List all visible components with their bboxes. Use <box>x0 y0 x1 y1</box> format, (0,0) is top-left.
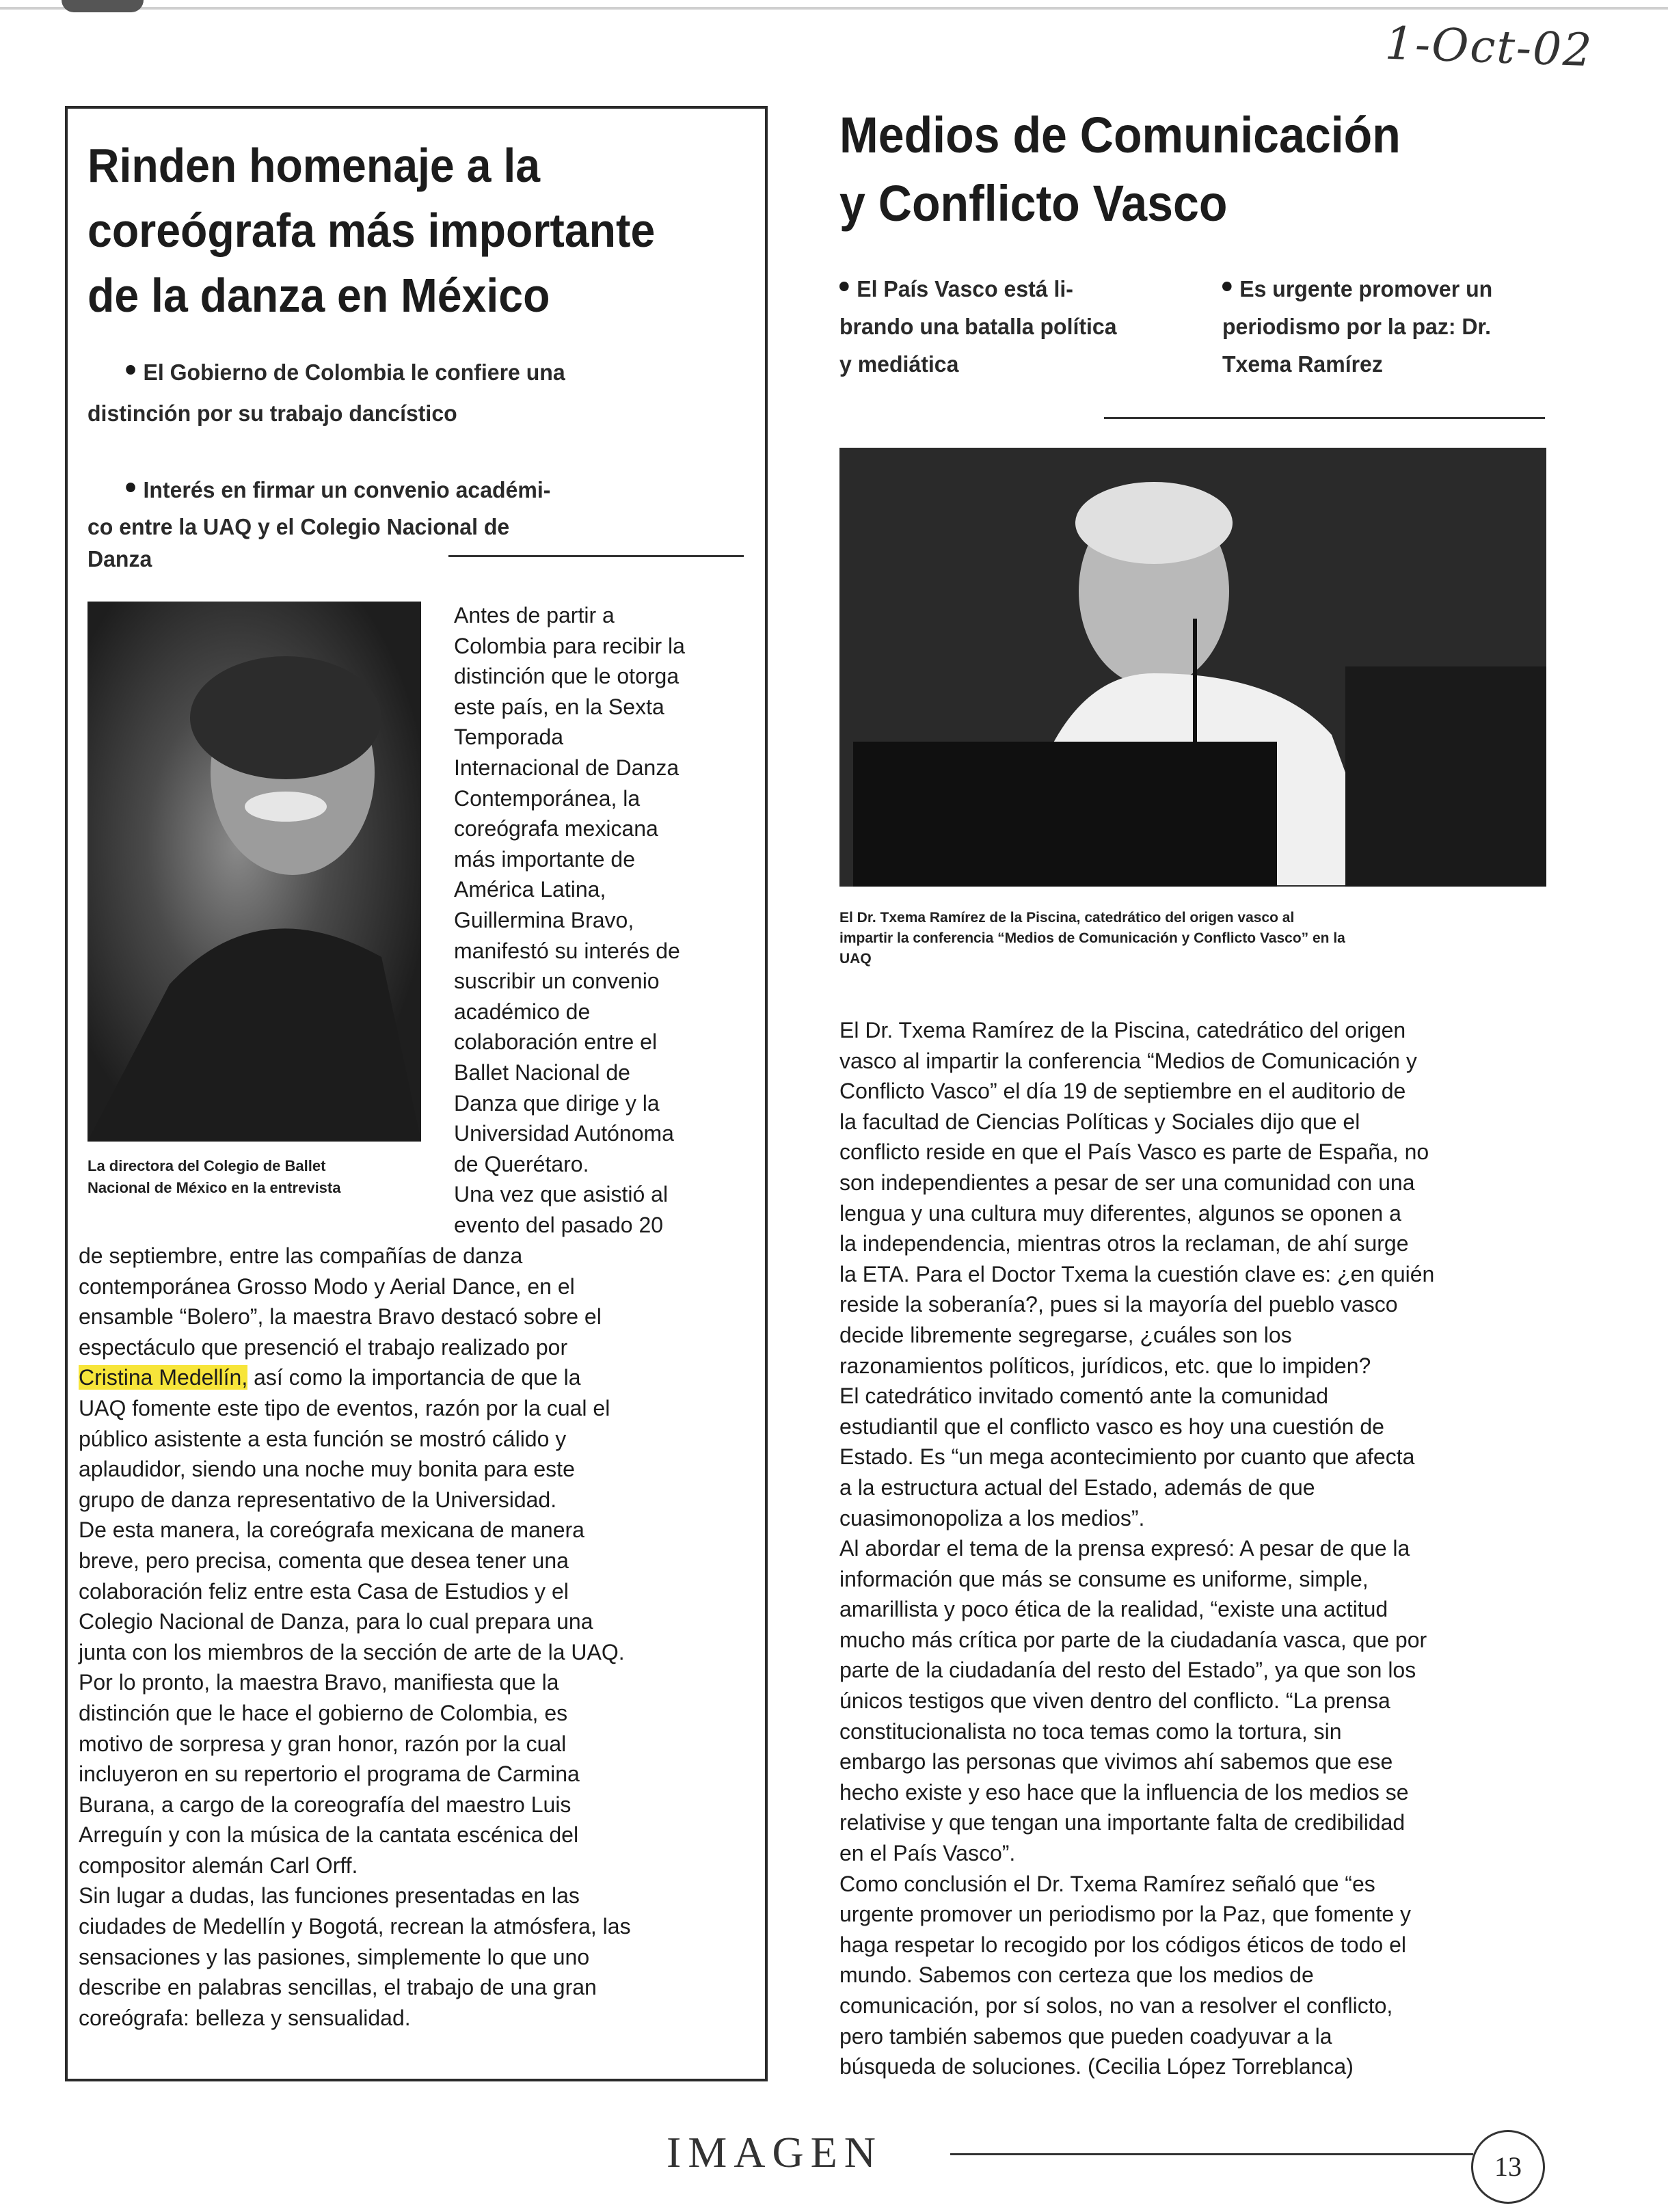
text-line: sensaciones y las pasiones, simplemente lo que uno <box>79 1944 590 1969</box>
title-line: de la danza en México <box>88 269 550 322</box>
text-line: suscribir un convenio <box>454 969 660 994</box>
text-line: decide libremente segregarse, ¿cuáles son los <box>839 1322 1292 1347</box>
text-line: Colombia para recibir la <box>454 633 685 658</box>
text-line: de Querétaro. <box>454 1151 589 1176</box>
text-line: Guillermina Bravo, <box>454 907 634 932</box>
text-line: Temporada <box>454 725 564 750</box>
text-line: en el País Vasco”. <box>839 1841 1016 1866</box>
text-line: compositor alemán Carl Orff. <box>79 1852 358 1878</box>
text-line: distinción que le hace el gobierno de Colombia, es <box>79 1700 568 1725</box>
text-line: coreógrafa: belleza y sensualidad. <box>79 2005 411 2030</box>
text-line: búsqueda de soluciones. (Cecilia López Torreblanca) <box>839 2054 1354 2079</box>
text-line: Por lo pronto, la maestra Bravo, manifiesta que la <box>79 1670 559 1695</box>
text-line: haga respetar lo recogido por los códigos éticos de todo el <box>839 1932 1406 1957</box>
text-line: Internacional de Danza <box>454 755 680 780</box>
imagen-logo: IMAGEN <box>667 2128 883 2176</box>
text-line: colaboración feliz entre esta Casa de Estudios y el <box>79 1578 569 1604</box>
text-line: mundo. Sabemos con certeza que los medios de <box>839 1963 1314 1988</box>
text-line: describe en palabras sencillas, el trabajo de una gran <box>79 1975 597 2000</box>
text-line: ciudades de Medellín y Bogotá, recrean la atmósfera, las <box>79 1914 631 1939</box>
text-line: Una vez que asistió al <box>454 1182 669 1207</box>
text-line: contemporánea Grosso Modo y Aerial Dance, en el <box>79 1273 575 1299</box>
text-line: distinción que le otorga <box>454 664 680 689</box>
title-line: Rinden homenaje a la <box>88 139 541 192</box>
right-body-column <box>839 1015 1557 2082</box>
text-line: de septiembre, entre las compañías de danza <box>79 1243 523 1268</box>
text-line: De esta manera, la coreógrafa mexicana de manera <box>79 1518 584 1543</box>
left-heading-rule <box>448 555 744 557</box>
text-line: parte de la ciudadanía del resto del Estado”, ya que son los <box>839 1658 1416 1683</box>
text-line: constitucionalista no toca temas como la tortura, sin <box>839 1718 1342 1744</box>
text-line: Al abordar el tema de la prensa expresó: A pesar de que la <box>839 1536 1410 1561</box>
right-bullet-b: Es urgente promover un periodismo por la paz: Dr. Txema Ramírez <box>1222 276 1493 377</box>
text-line: comunicación, por sí solos, no van a resolver el conflicto, <box>839 1993 1393 2018</box>
page-number: 13 <box>1471 2130 1545 2204</box>
bullet-dot-icon <box>126 483 135 492</box>
text-line: la independencia, mientras otros la reclaman, de ahí surge <box>839 1231 1409 1256</box>
text-line: Contemporánea, la <box>454 785 641 811</box>
text-line: información que más se consume es uniforme, simple, <box>839 1566 1369 1591</box>
left-photo-caption: La directora del Colegio de Ballet Nacional de México en la entrevista <box>88 1157 341 1196</box>
text-line: estudiantil que el conflicto vasco es hoy una cuestión de <box>839 1414 1384 1439</box>
text-line: conflicto reside en que el País Vasco es parte de España, no <box>839 1139 1429 1165</box>
text-line: grupo de danza representativo de la Universidad. <box>79 1487 557 1512</box>
text-line: reside la soberanía?, pues si la mayoría del pueblo vasco <box>839 1292 1398 1317</box>
right-article-title <box>839 101 1591 238</box>
left-side-column <box>454 600 755 1240</box>
text-line: manifestó su interés de <box>454 938 680 963</box>
text-line: más importante de <box>454 846 636 872</box>
text-line: Danza que dirige y la <box>454 1090 660 1116</box>
text-line: lengua y una cultura muy diferentes, algunos se oponen a <box>839 1200 1401 1226</box>
right-bullet-a: El País Vasco está li- brando una batalla política y mediática <box>839 276 1117 377</box>
highlighted-name: Cristina Medellín, <box>79 1365 248 1390</box>
text-line: mucho más crítica por parte de la ciudadanía vasca, que por <box>839 1627 1427 1652</box>
speaker-photo <box>839 448 1546 887</box>
text-line: Como conclusión el Dr. Txema Ramírez señaló que “es <box>839 1871 1375 1896</box>
text-line: la facultad de Ciencias Políticas y Sociales dijo que el <box>839 1109 1360 1134</box>
text-line: embargo las personas que vivimos ahí sabemos que ese <box>839 1749 1393 1775</box>
text-line: cuasimonopoliza a los medios”. <box>839 1505 1145 1530</box>
dancer-portrait-photo <box>88 602 421 1142</box>
top-scan-line <box>0 7 1668 10</box>
text-line: Ballet Nacional de <box>454 1060 630 1085</box>
text-line: urgente promover un periodismo por la Paz, que fomente y <box>839 1902 1412 1927</box>
text-line: razonamientos políticos, jurídicos, etc. que lo impiden? <box>839 1353 1371 1378</box>
text-line: Sin lugar a dudas, las funciones presentadas en las <box>79 1883 580 1908</box>
title-line: y Conflicto Vasco <box>839 175 1228 232</box>
text-line: América Latina, <box>454 877 606 902</box>
text-line: motivo de sorpresa y gran honor, razón por la cual <box>79 1731 567 1756</box>
bullet-dot-icon <box>839 282 849 291</box>
left-article-title <box>88 133 757 328</box>
text-line: aplaudidor, siendo una noche muy bonita para este <box>79 1457 575 1482</box>
right-photo-caption: El Dr. Txema Ramírez de la Piscina, catedrático del origen vasco al impartir la conferencia “Medios de Comunicación y Conflicto Vasco” en la UAQ <box>839 910 1345 967</box>
text-line: Colegio Nacional de Danza, para lo cual prepara una <box>79 1609 593 1634</box>
text-line: Conflicto Vasco” el día 19 de septiembre en el auditorio de <box>839 1079 1406 1104</box>
title-line: coreógrafa más importante <box>88 204 656 257</box>
text-line: amarillista y poco ética de la realidad, “existe una actitud <box>839 1597 1388 1622</box>
text-line: evento del pasado 20 <box>454 1212 664 1237</box>
footer-rule <box>950 2153 1473 2155</box>
bullet-dot-icon <box>126 365 135 375</box>
scan-mark <box>62 0 144 12</box>
text-line: relativise y que tengan una importante falta de credibilidad <box>839 1810 1405 1835</box>
text-line: público asistente a esta función se mostró cálido y <box>79 1426 567 1451</box>
title-line: Medios de Comunicación <box>839 107 1401 163</box>
text-line: ensamble “Bolero”, la maestra Bravo destacó sobre el <box>79 1304 602 1330</box>
text-line: Arreguín y con la música de la cantata escénica del <box>79 1822 579 1848</box>
left-bullet-2: Interés en firmar un convenio académi- co entre la UAQ y el Colegio Nacional de Danza <box>88 477 551 571</box>
speaker-photo-icon <box>839 448 1546 887</box>
text-line: son independientes a pesar de ser una comunidad con una <box>839 1170 1415 1195</box>
text-line: a la estructura actual del Estado, además de que <box>839 1474 1315 1500</box>
left-bullet-1: El Gobierno de Colombia le confiere una distinción por su trabajo dancístico <box>88 360 565 426</box>
text-line: académico de <box>454 999 591 1024</box>
text-line: breve, pero precisa, comenta que desea tener una <box>79 1548 569 1573</box>
text-line: colaboración entre el <box>454 1029 658 1055</box>
left-body-column <box>79 1241 762 2033</box>
text-line: Burana, a cargo de la coreografía del maestro Luis <box>79 1792 571 1817</box>
text-line: pero también sabemos que pueden coadyuvar a la <box>839 2023 1332 2049</box>
text-line: únicos testigos que viven dentro del conflicto. “La prensa <box>839 1688 1390 1714</box>
text-line: coreógrafa mexicana <box>454 816 658 841</box>
text-line: Universidad Autónoma <box>454 1121 674 1146</box>
text-line: espectáculo que presenció el trabajo realizado por <box>79 1334 568 1360</box>
portrait-photo-icon <box>88 602 421 1142</box>
text-line: incluyeron en su repertorio el programa de Carmina <box>79 1762 580 1787</box>
text-line: la ETA. Para el Doctor Txema la cuestión clave es: ¿en quién <box>839 1261 1435 1286</box>
handwritten-date: 1-Oct-02 <box>1384 16 1594 77</box>
text-line: UAQ fomente este tipo de eventos, razón por la cual el <box>79 1395 610 1420</box>
text-line: este país, en la Sexta <box>454 694 664 719</box>
text-line: hecho existe y eso hace que la influencia de los medios se <box>839 1779 1409 1805</box>
text-line: Antes de partir a <box>454 603 615 628</box>
right-heading-rule <box>1104 417 1545 419</box>
text-line: El catedrático invitado comentó ante la comunidad <box>839 1384 1329 1409</box>
text-line: Cristina Medellín, así como la importancia de que la <box>79 1365 581 1390</box>
text-line: vasco al impartir la conferencia “Medios de Comunicación y <box>839 1048 1417 1073</box>
bullet-dot-icon <box>1222 282 1232 291</box>
text-line: Estado. Es “un mega acontecimiento por cuanto que afecta <box>839 1444 1415 1470</box>
text-line: junta con los miembros de la sección de arte de la UAQ. <box>79 1639 625 1664</box>
text-line: El Dr. Txema Ramírez de la Piscina, catedrático del origen <box>839 1018 1406 1042</box>
